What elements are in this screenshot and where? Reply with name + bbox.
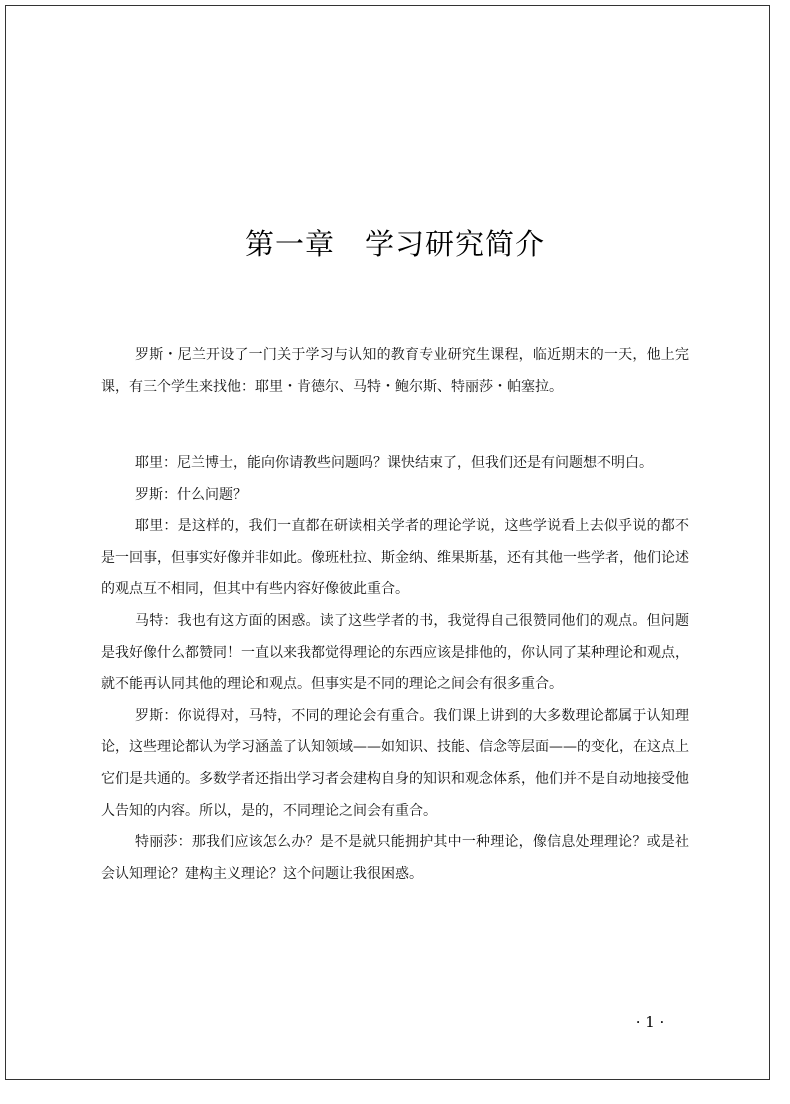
dialogue-paragraph: 耶里：是这样的，我们一直都在研读相关学者的理论学说，这些学说看上去似乎说的都不是一回事，但事实好像并非如此。像班杜拉、斯金纳、维果斯基，还有其他一些学者，他们论述的观点互不相同，但其中有些内容好像彼此重合。: [101, 518, 689, 598]
dialogue-paragraph: 特丽莎：那我们应该怎么办？是不是就只能拥护其中一种理论，像信息处理理论？或是社会认知理论？建构主义理论？这个问题让我很困惑。: [101, 834, 689, 882]
intro-paragraph: 罗斯・尼兰开设了一门关于学习与认知的教育专业研究生课程，临近期末的一天，他上完课，有三个学生来找他：耶里・肯德尔、马特・鲍尔斯、特丽莎・帕塞拉。: [101, 347, 689, 395]
dialogue-paragraph: 耶里：尼兰博士，能向你请教些问题吗？课快结束了，但我们还是有问题想不明白。: [135, 455, 653, 471]
dialogue-paragraph: 罗斯：什么问题？: [135, 486, 247, 503]
dialogue-section: [101, 448, 689, 890]
chapter-title: 第一章 学习研究简介: [244, 227, 545, 262]
page-number: · 1 ·: [635, 1013, 665, 1031]
intro-section: [101, 340, 689, 403]
dialogue-paragraph: 罗斯：你说得对，马特，不同的理论会有重合。我们课上讲到的大多数理论都属于认知理论，这些理论都认为学习涵盖了认知领域——如知识、技能、信念等层面——的变化，在这点上它们是共通的。多数学者还指出学习者会建构自身的知识和观念体系，他们并不是自动地接受他人告知的内容。所以，是的，不同理论之间会有重合。: [101, 707, 689, 819]
dialogue-paragraph: 马特：我也有这方面的困惑。读了这些学者的书，我觉得自己很赞同他们的观点。但问题是我好像什么都赞同！一直以来我都觉得理论的东西应该是排他的，你认同了某种理论和观点，就不能再认同其他的理论和观点。但事实是不同的理论之间会有很多重合。: [101, 612, 689, 693]
